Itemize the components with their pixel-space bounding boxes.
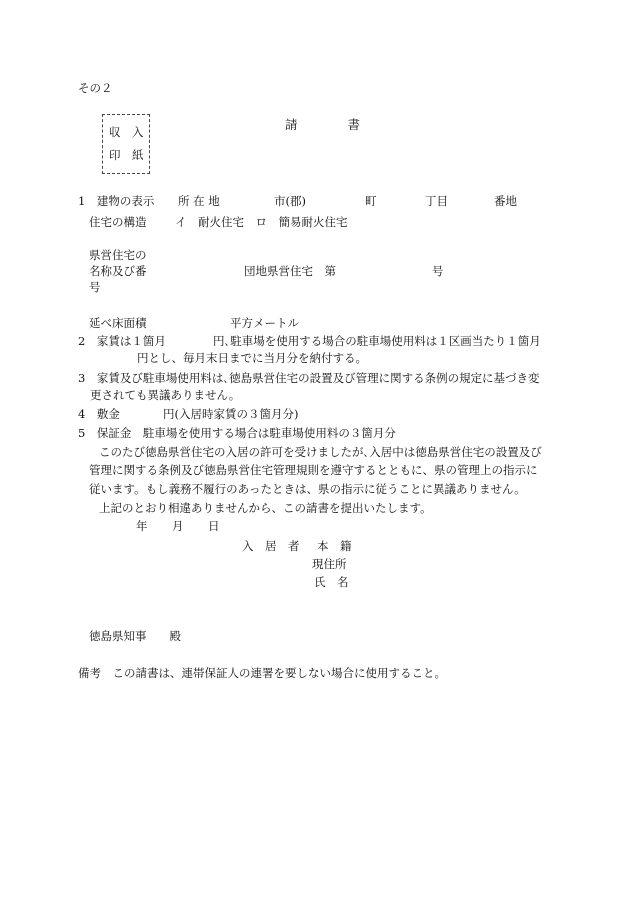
structure-label: 住宅の構造 bbox=[89, 215, 147, 229]
remarks: 備考 この請書は、連帯保証人の連署を要しない場合に使用すること。 bbox=[78, 666, 446, 680]
item3-line2: 更されても異議ありません。 bbox=[90, 388, 241, 402]
housing-complex-label: 団地県営住宅 第 bbox=[244, 264, 336, 278]
statement-line3: 従います。もし義務不履行のあったときは、県の指示に従うことに異議ありません。 bbox=[89, 482, 526, 496]
section-label: その２ bbox=[78, 81, 113, 95]
city-label: 市(郡) bbox=[274, 194, 306, 208]
revenue-stamp-box bbox=[102, 114, 150, 174]
resident-name-label: 氏 名 bbox=[314, 575, 349, 589]
housing-name-line3: 号 bbox=[89, 280, 101, 294]
housing-number-label: 号 bbox=[432, 264, 444, 278]
item2-rent-label: 2 家賃は１箇月 bbox=[78, 334, 166, 348]
housing-name-line2: 名称及び番 bbox=[89, 264, 147, 278]
town-label: 町 bbox=[365, 194, 377, 208]
date-month: 月 bbox=[172, 519, 184, 533]
item4-deposit-text: 円(入居時家賃の３箇月分) bbox=[163, 407, 299, 421]
banchi-label: 番地 bbox=[494, 194, 517, 208]
structure-options: イ 耐火住宅 ロ 簡易耐火住宅 bbox=[175, 215, 348, 229]
housing-name-line1: 県営住宅の bbox=[89, 248, 147, 262]
item2-payment-text: 円とし、毎月末日までに当月分を納付する。 bbox=[137, 351, 367, 365]
item3-line1: 3 家賃及び駐車場使用料は､徳島県営住宅の設置及び管理に関する条例の規定に基づき変 bbox=[78, 371, 540, 385]
item1-label: 1 建物の表示 bbox=[78, 194, 155, 208]
current-address-label: 現住所 bbox=[312, 557, 347, 571]
item5-guarantee-text: 5 保証金 駐車場を使用する場合は駐車場使用料の３箇月分 bbox=[78, 426, 396, 440]
item2-parking-text: 円､駐車場を使用する場合の駐車場使用料は１区画当たり１箇月 bbox=[213, 334, 541, 348]
addressee: 徳島県知事 殿 bbox=[89, 629, 181, 643]
registered-domicile-label: 本 籍 bbox=[317, 539, 352, 553]
stamp-label-line2: 印 紙 bbox=[109, 148, 144, 162]
floor-area-label: 延べ床面積 bbox=[89, 316, 147, 330]
location-label: 所 在 地 bbox=[178, 194, 220, 208]
item4-deposit-label: 4 敷金 bbox=[78, 407, 120, 421]
stamp-label-line1: 収 入 bbox=[109, 125, 144, 139]
statement-line1: このたび徳島県営住宅の入居の許可を受けましたが､入居中は徳島県営住宅の設置及び bbox=[99, 445, 542, 459]
document-title: 請 書 bbox=[285, 117, 361, 132]
statement-line2: 管理に関する条例及び徳島県営住宅管理規則を遵守するとともに、県の管理上の指示に bbox=[89, 463, 538, 477]
chome-label: 丁目 bbox=[425, 194, 448, 208]
statement-line4: 上記のとおり相違ありませんから、この請書を提出いたします。 bbox=[99, 501, 432, 515]
date-day: 日 bbox=[208, 519, 220, 533]
floor-area-unit: 平方メートル bbox=[230, 316, 299, 330]
date-year: 年 bbox=[136, 519, 148, 533]
resident-label: 入 居 者 bbox=[242, 539, 300, 553]
